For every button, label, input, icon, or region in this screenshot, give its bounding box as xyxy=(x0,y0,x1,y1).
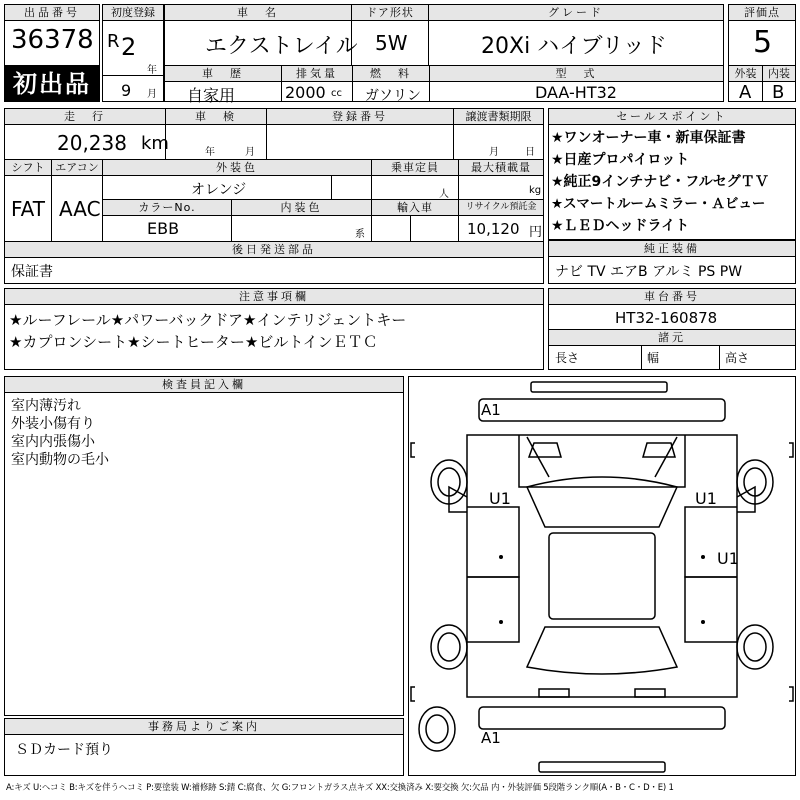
chassis-number: HT32-160878 xyxy=(615,309,718,327)
score-label: 評価点 xyxy=(729,5,795,21)
grade-label: グレード xyxy=(429,5,723,21)
dimension-length: 長さ xyxy=(555,351,580,365)
equipment-box xyxy=(548,240,796,284)
sales-point-item: ★純正9インチナビ・フルセグＴＶ xyxy=(551,174,769,190)
sales-point-item: ★ワンオーナー車・新車保証書 xyxy=(551,130,746,146)
rear-damage-mark: A1 xyxy=(481,729,501,747)
exterior-label: 外装 xyxy=(729,66,762,82)
exterior-grade: A xyxy=(739,82,752,103)
mileage-label: 走 行 xyxy=(5,109,165,125)
ac-label: エアコン xyxy=(52,160,102,176)
caution-line: ★ルーフレール★パワーバックドア★インテリジェントキー xyxy=(9,311,407,329)
mileage-unit: km xyxy=(141,133,169,154)
sales-points-label: セールスポイント xyxy=(549,109,795,125)
damage-diagram xyxy=(408,376,796,776)
reg-year: 2 xyxy=(121,33,137,61)
inspection-label: 車 検 xyxy=(166,109,266,125)
interior-color-unit: 系 xyxy=(355,229,365,240)
displacement-unit: cc xyxy=(331,88,342,99)
registration-box xyxy=(102,4,164,102)
color-no-label: カラーNo. xyxy=(103,200,231,216)
chassis-box xyxy=(548,288,796,370)
door-label: ドア形状 xyxy=(352,5,428,21)
load-label: 最大積載量 xyxy=(459,160,543,176)
car-name: エクストレイル xyxy=(205,34,358,59)
mileage: 20,238 xyxy=(57,131,127,155)
reg-month: 9 xyxy=(121,81,132,100)
score: 5 xyxy=(753,25,773,60)
shift-label: シフト xyxy=(5,160,51,176)
chassis-label: 車台番号 xyxy=(549,289,795,305)
car-info-box xyxy=(164,4,724,105)
recycle-label: リサイクル預託金 xyxy=(459,200,543,216)
equipment-label: 純正装備 xyxy=(549,241,795,257)
transfer-day-unit: 日 xyxy=(525,147,535,158)
inspector-note: 室内薄汚れ xyxy=(11,398,81,414)
vehicle-details-box xyxy=(4,108,544,284)
car-name-label: 車 名 xyxy=(165,5,351,21)
shift: FAT xyxy=(11,197,46,221)
lot-number: 36378 xyxy=(11,25,94,55)
interior-grade: B xyxy=(772,82,785,103)
ac: AAC xyxy=(59,197,101,221)
interior-color-label: 内装色 xyxy=(232,200,371,216)
load-unit: kg xyxy=(529,185,542,196)
exterior-color-label: 外装色 xyxy=(103,160,371,176)
dimension-height: 高さ xyxy=(725,351,750,365)
plate-label: 登録番号 xyxy=(267,109,453,125)
interior-label: 内装 xyxy=(763,66,795,82)
capacity-label: 乗車定員 xyxy=(372,160,458,176)
score-box xyxy=(728,4,796,102)
recycle-fee: 10,120 xyxy=(467,220,520,238)
import-label: 輸入車 xyxy=(372,200,458,216)
exterior-color: オレンジ xyxy=(191,182,247,198)
right-damage-mark: U1 xyxy=(695,489,717,508)
office-box xyxy=(4,718,404,776)
inspector-note: 室内内張傷小 xyxy=(11,434,95,450)
reg-era: R xyxy=(107,31,120,52)
displacement: 2000 xyxy=(285,83,326,102)
office-note: ＳＤカード預り xyxy=(15,742,113,758)
inspection-year-unit: 年 xyxy=(205,147,215,158)
transfer-month-unit: 月 xyxy=(489,147,499,158)
month-unit: 月 xyxy=(147,89,157,100)
lot-label: 出品番号 xyxy=(5,5,99,21)
caution-box xyxy=(4,288,544,370)
history-label: 車 歴 xyxy=(165,66,281,82)
inspector-box xyxy=(4,376,404,716)
model-label: 型 式 xyxy=(430,66,723,82)
sales-points-box xyxy=(548,108,796,240)
model: DAA-HT32 xyxy=(535,83,617,102)
later-parts: 保証書 xyxy=(11,264,53,280)
inspection-month-unit: 月 xyxy=(245,147,255,158)
caution-line: ★カプロンシート★シートヒーター★ビルトインＥＴＣ xyxy=(9,333,378,351)
fuel: ガソリン xyxy=(365,88,421,104)
front-damage-mark: A1 xyxy=(481,401,501,419)
capacity-unit: 人 xyxy=(439,189,449,200)
history: 自家用 xyxy=(187,86,236,105)
sales-point-item: ★日産プロパイロット xyxy=(551,152,690,168)
grade: 20Xi ハイブリッド xyxy=(481,34,667,59)
transfer-label: 譲渡書類期限 xyxy=(454,109,543,125)
right-door-damage-mark: U1 xyxy=(717,549,739,568)
sales-point-item: ★ＬＥＤヘッドライト xyxy=(551,218,690,234)
caution-label: 注意事項欄 xyxy=(5,289,543,305)
sales-point-item: ★スマートルームミラー・Ａビュー xyxy=(551,196,766,212)
lot-box xyxy=(4,4,100,66)
inspector-note: 室内動物の毛小 xyxy=(11,452,109,468)
equipment-value: ナビ TV エアB アルミ PS PW xyxy=(555,264,743,280)
inspector-label: 検査員記入欄 xyxy=(5,377,403,393)
damage-legend: A:キズ U:ヘコミ B:キズを伴うヘコミ P:要塗装 W:補修跡 S:錆 C:腐食、欠 G:フロントガラス点キズ XX:交換済み X:要交換 欠:欠品 内・外装評価 5段階ランク順(A・B・C・D・E) 1 xyxy=(6,783,674,793)
office-label: 事務局よりご案内 xyxy=(5,719,403,735)
inspector-note: 外装小傷有り xyxy=(11,416,95,432)
recycle-unit: 円 xyxy=(529,225,543,240)
dimensions-label: 諸元 xyxy=(549,330,795,346)
first-listing-badge: 初出品 xyxy=(4,66,100,102)
car-diagram-svg xyxy=(409,377,795,775)
displacement-label: 排気量 xyxy=(282,66,352,82)
door-type: 5W xyxy=(375,31,408,55)
year-unit: 年 xyxy=(147,65,157,76)
fuel-label: 燃 料 xyxy=(353,66,429,82)
later-parts-label: 後日発送部品 xyxy=(5,242,543,258)
dimension-width: 幅 xyxy=(647,351,660,365)
color-no: EBB xyxy=(147,219,180,238)
left-damage-mark: U1 xyxy=(489,489,511,508)
reg-label: 初度登録 xyxy=(103,5,163,21)
